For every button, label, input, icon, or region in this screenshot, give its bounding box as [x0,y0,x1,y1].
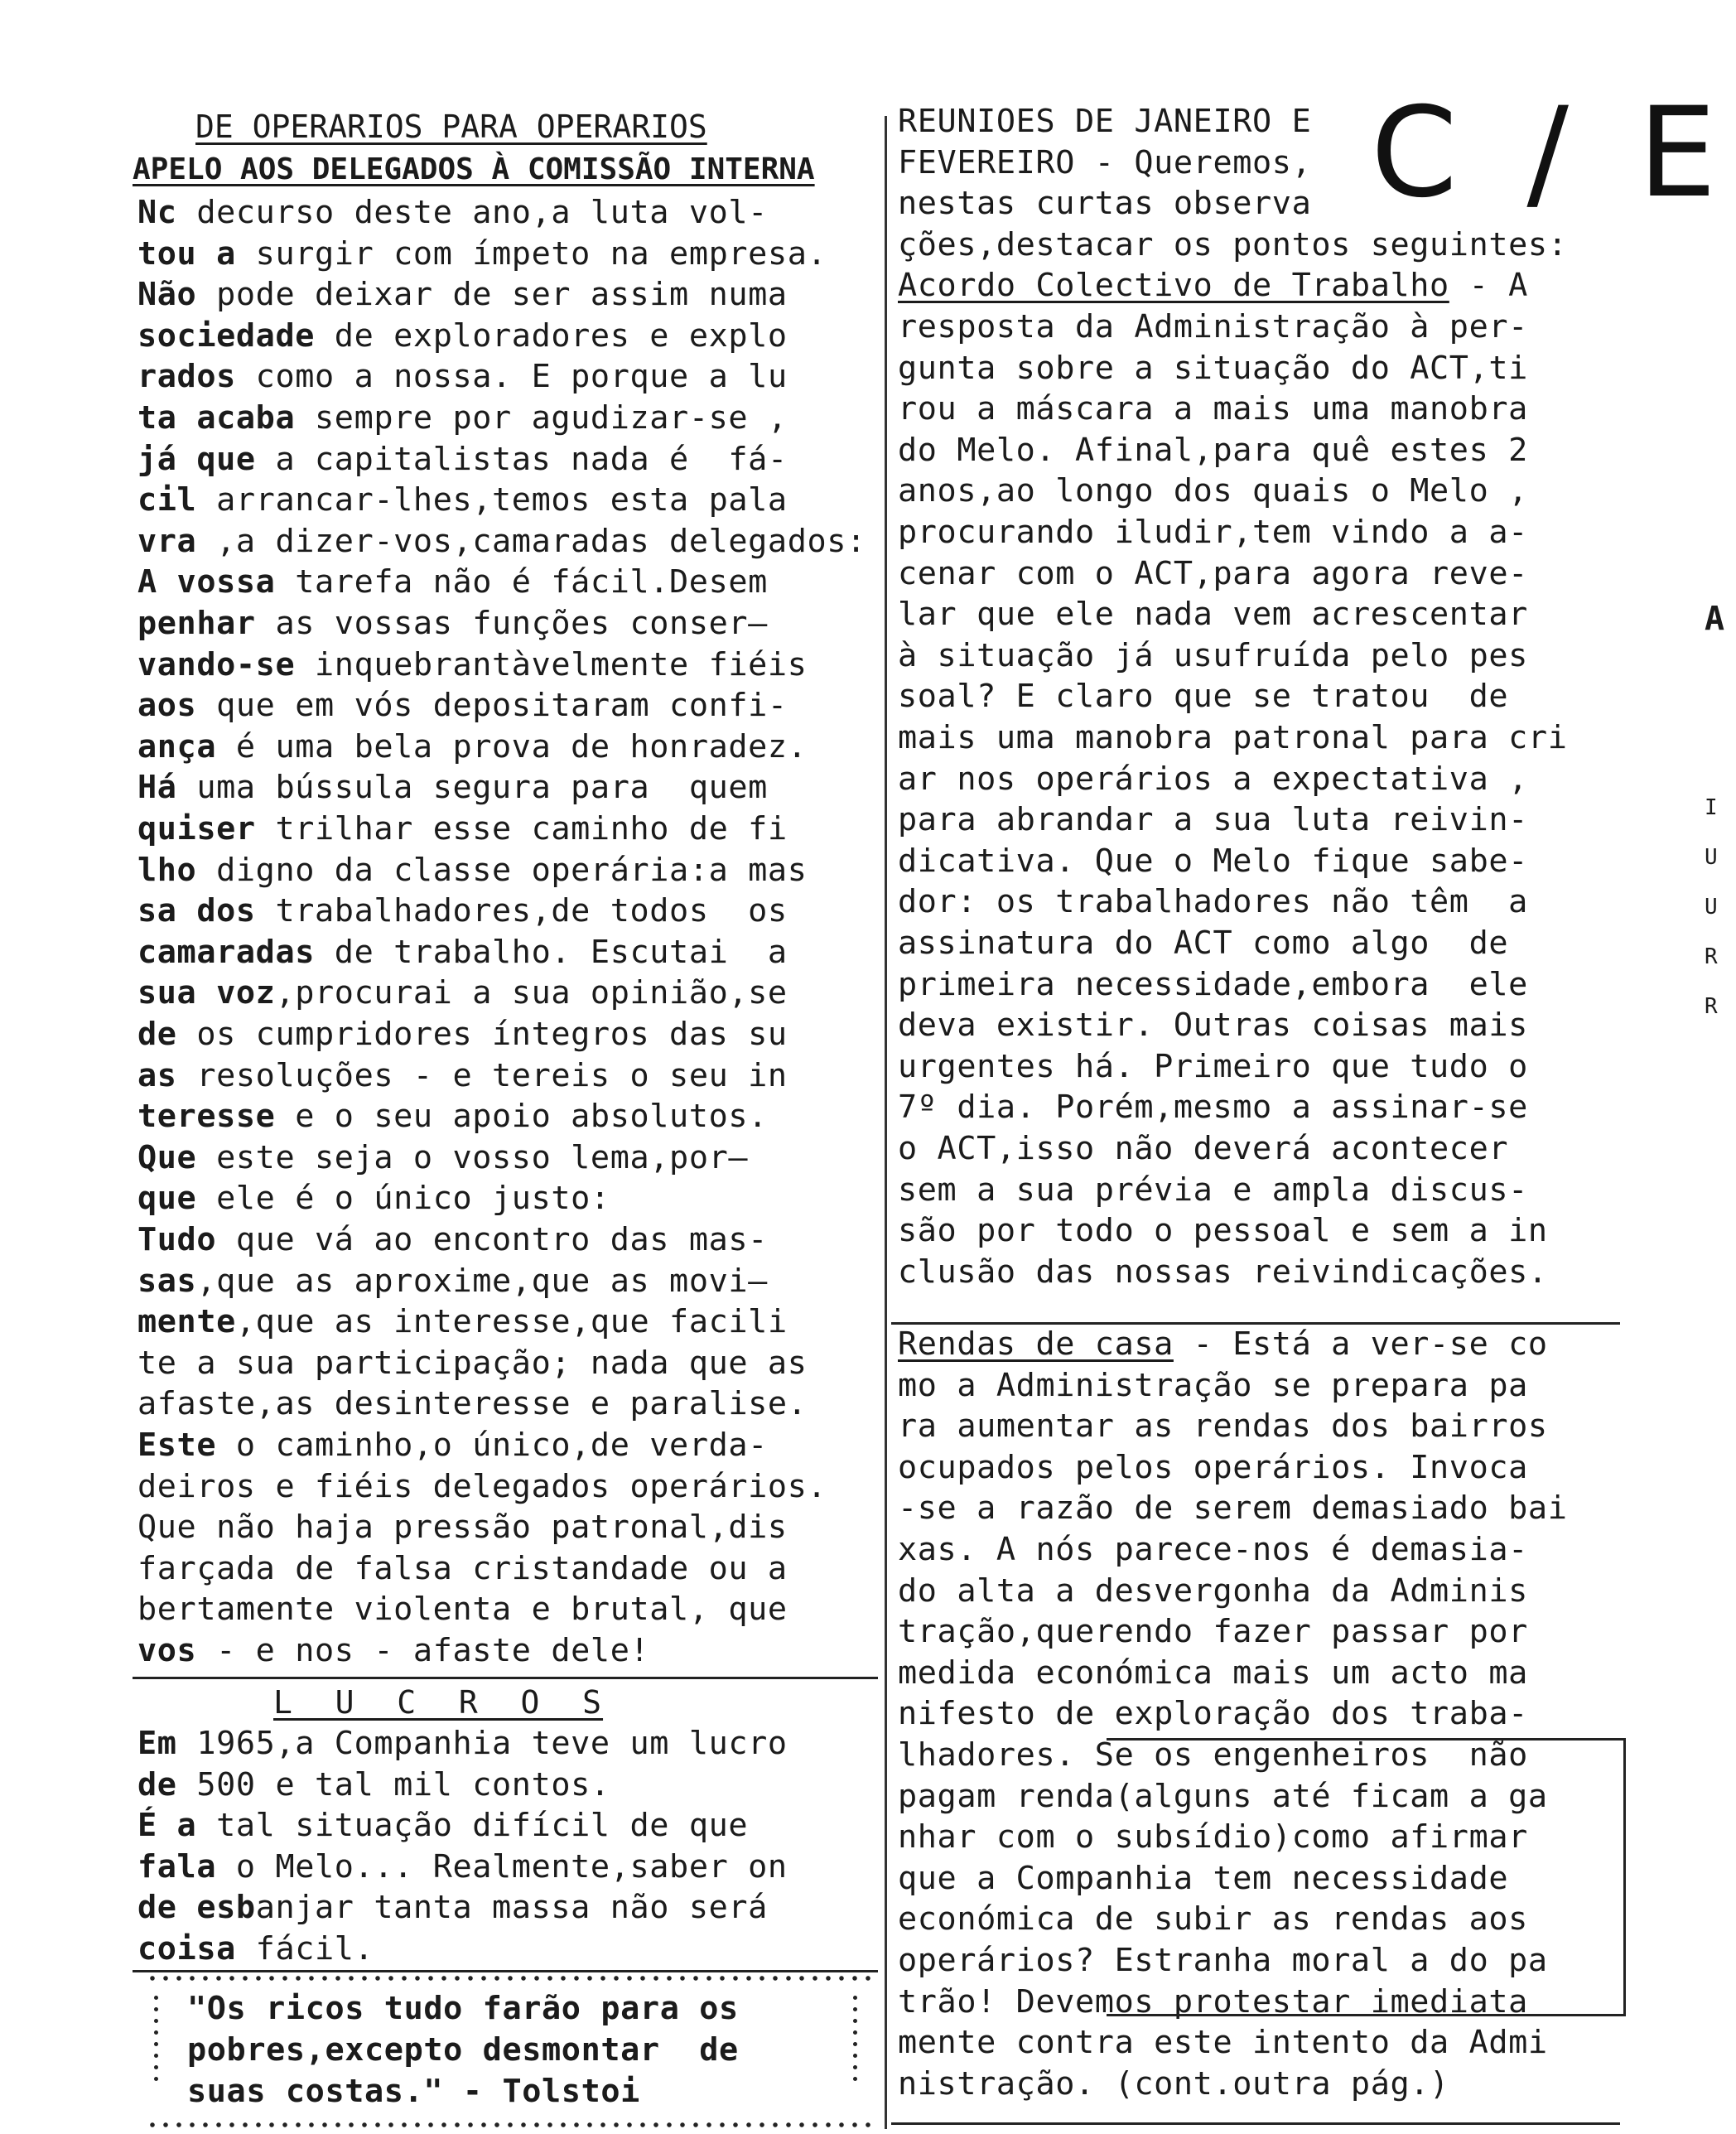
right-body-line-text: do Melo. Afinal,para quê estes 2 [898,431,1528,469]
left-body-line [137,1261,768,1302]
left-body-line [137,562,768,603]
right-body-line [898,1046,1528,1088]
left-body-line [137,1219,768,1261]
left-body-line-text: ,que as interesse,que facili [235,1303,788,1341]
left-body-line-text: te a sua participação; nada que as [137,1344,808,1382]
left-body-line-lead: vando-se [137,645,296,683]
left-body-line [137,521,866,562]
right-body-line-text: REUNIOES DE JANEIRO E [898,103,1312,140]
rendas-line-text: ra aumentar as rendas dos bairros [898,1407,1548,1446]
right-body-line-text: 7º dia. Porém,mesmo a assinar-se [898,1089,1528,1127]
left-body-line [137,234,827,275]
right-body-line-text: o ACT,isso não deverá acontecer [898,1130,1509,1167]
left-body-line-text: uma bússula segura para quem [176,769,768,807]
right-body-line-text: nestas curtas observa [898,185,1312,223]
left-body-line [137,1178,610,1219]
left-body-line-text: este seja o vosso lema,por— [196,1138,749,1176]
rendas-line [898,1365,1528,1407]
right-body-line-heading: Acordo Colectivo de Trabalho [898,267,1449,305]
lucros-line-text: o Melo... Realmente,saber on [216,1847,788,1885]
lucros-line-text: tal situação difícil de que [196,1807,749,1845]
lucros-line-text: anjar tanta massa não será [255,1889,768,1927]
rendas-line [898,1611,1528,1653]
left-body-line [137,1466,827,1508]
left-body-line-text: farçada de falsa cristandade ou a [137,1549,788,1587]
right-body-line [898,881,1528,923]
right-body-line [898,717,1567,759]
left-body-line-text: inquebrantàvelmente fiéis [295,645,808,683]
left-body-line-text: de exploradores e explo [315,316,788,355]
right-body-line [898,799,1528,841]
right-body-line-text: mais uma manobra patronal para cri [898,719,1568,756]
left-body-line-lead: Tudo [137,1221,217,1258]
right-body-line [898,1252,1548,1293]
left-body-line [137,1096,768,1137]
right-body-line [898,512,1528,553]
quote-top-dots [146,1976,875,1981]
right-body-line [898,183,1311,225]
edge-fragment: R [1705,994,1718,1019]
left-body-line [137,1383,807,1425]
left-body-line [137,1055,788,1097]
left-body-line-lead: aos [137,687,197,725]
right-body-line-text: à situação já usufruída pelo pes [898,636,1528,674]
right-body-line [898,1087,1528,1128]
rendas-line-text: pagam renda(alguns até ficam a ga [898,1777,1548,1815]
left-body-line [137,1137,748,1179]
left-body-line [137,316,788,357]
quote-divider [133,1970,878,1972]
left-body-line-text: como a nossa. E porque a lu [235,358,788,396]
left-body-line-text: de trabalho. Escutai a [315,933,788,971]
right-body-line [898,635,1528,677]
left-body-line-text: resoluções - e tereis o seu in [176,1056,788,1094]
left-body-line-text: as vossas funções conser— [255,605,768,642]
left-body-line-text: afaste,as desinteresse e paralise. [137,1385,808,1423]
left-body-line-text: a capitalistas nada é fá- [255,440,788,478]
left-body-line-lead: sociedade [137,316,316,355]
left-body-line-text: decurso deste ano,a luta vol- [176,194,768,231]
left-body-line-text: trilhar esse caminho de fi [255,810,788,847]
left-body-line [137,850,808,891]
rendas-line [898,1324,1548,1365]
right-body-line-text: resposta da Administração à per- [898,308,1528,345]
right-body-line [898,348,1528,389]
rendas-line-text: trão! Devemos protestar imediata [898,1982,1528,2021]
right-body-line [898,1005,1528,1046]
right-body-line-text: FEVEREIRO - Queremos, [898,143,1312,181]
left-body-line [137,727,808,768]
lucros-line [137,1847,788,1888]
left-body-line [137,767,768,809]
left-body-line [137,1014,788,1055]
left-body-line-lead: quiser [137,810,256,847]
left-body-line-text: o caminho,o único,de verda- [216,1427,768,1464]
left-body-line-lead: penhar [137,605,256,642]
right-body-line [898,389,1528,430]
left-body-line-text: que em vós depositaram confi- [196,687,788,725]
left-body-line [137,1425,768,1466]
right-body-line-text: deva existir. Outras coisas mais [898,1007,1528,1045]
rendas-line-text: operários? Estranha moral a do pa [898,1942,1548,1979]
right-body-line [898,1170,1528,1211]
right-body-line-text: são por todo o pessoal e sem a in [898,1212,1548,1250]
right-body-line-text: lar que ele nada vem acrescentar [898,596,1528,634]
left-body-line-lead: Que [137,1138,197,1176]
left-body-line-lead: camaradas [137,933,316,971]
rendas-line-text: lhadores. Se os engenheiros não [898,1736,1528,1774]
rendas-line-text: económica de subir as rendas aos [898,1900,1528,1938]
edge-fragment: U [1705,845,1718,870]
left-body-line-text: digno da classe operária:a mas [196,851,808,889]
lucros-line-lead: de [137,1765,177,1803]
left-body-line-text: Que não haja pressão patronal,dis [137,1509,788,1547]
lucros-title: L U C R O S [273,1684,604,1721]
right-body-line-text: cenar com o ACT,para agora reve- [898,554,1528,592]
left-body-line [137,891,788,932]
left-body-line [137,685,788,727]
rendas-line [898,1447,1528,1489]
right-body-line-text: procurando iludir,tem vindo a a- [898,514,1528,551]
left-body-line [137,603,768,645]
left-body-line-lead: mente [137,1303,236,1341]
left-body-line-lead: sa dos [137,892,256,930]
quote-bottom-dots [146,2122,875,2127]
rendas-line [898,2064,1449,2105]
left-body-line [137,192,768,234]
right-body-line [898,307,1528,348]
right-body-line-text: primeira necessidade,embora ele [898,965,1528,1003]
left-body-line [137,1507,788,1548]
lucros-line-lead: coisa [137,1930,236,1967]
quote-line: "Os ricos tudo farão para os [187,1990,739,2027]
rendas-line-text: nistração. (cont.outra pág.) [898,2064,1449,2103]
lucros-line [137,1765,610,1806]
lucros-line [137,1929,374,1970]
lucros-line-lead: de esb [137,1889,256,1927]
left-body-line [137,973,788,1014]
left-body-line-lead: lho [137,851,197,889]
left-body-line-lead: Este [137,1427,217,1464]
left-body-line-text: tarefa não é fácil.Desem [275,563,768,601]
left-body-line-lead: ta acaba [137,399,296,437]
right-body-line [898,471,1528,512]
right-body-line-text: - A [1449,267,1528,305]
left-body-line-lead: Nc [137,194,177,231]
right-body-line-text: rou a máscara a mais uma manobra [898,390,1528,428]
right-body-line-text: ar nos operários a expectativa , [898,760,1528,798]
lucros-line [137,1723,788,1765]
right-body-line-text: soal? E claro que se tratou de [898,678,1509,716]
quote-right-dots [853,1988,856,2088]
left-body-line-lead: já que [137,440,256,478]
rendas-line-heading: Rendas de casa [898,1325,1174,1363]
lucros-line-text: 1965,a Companhia teve um lucro [176,1725,788,1762]
rendas-line [898,1571,1528,1612]
column-separator [885,116,887,2129]
edge-fragment: R [1705,944,1718,969]
right-body-line [898,225,1567,266]
right-body-line [898,594,1528,635]
right-body-line [898,1128,1508,1170]
right-body-line [898,923,1508,964]
rendas-line-text: tração,querendo fazer passar por [898,1613,1528,1651]
left-body-line-text: ,procurai a sua opinião,se [275,974,788,1012]
right-body-line [898,430,1528,471]
left-body-line-text: - e nos - afaste dele! [196,1632,650,1669]
edge-fragment: A [1705,600,1725,638]
left-body-line-text: surgir com ímpeto na empresa. [235,234,827,273]
rendas-line-text: -se a razão de serem demasiado bai [898,1489,1568,1528]
left-body-line-text: arrancar-lhes,temos esta pala [196,481,788,519]
bottom-rule [891,2122,1620,2125]
left-body-line [137,356,788,398]
lucros-line-lead: É a [137,1807,197,1845]
right-body-line-text: para abrandar a sua luta reivin- [898,801,1528,839]
left-body-line-text: ,que as aproxime,que as movi— [196,1262,768,1300]
left-body-line-lead: Não [137,276,197,314]
quote-line: suas costas." - Tolstoi [187,2073,640,2110]
left-body-line-lead: as [137,1056,177,1094]
left-body-line-lead: cil [137,481,197,519]
left-body-line-lead: Há [137,769,177,807]
rendas-line-text: - Está a ver-se co [1173,1325,1548,1363]
right-body-line-text: dicativa. Que o Melo fique sabe- [898,842,1528,880]
left-body-line [137,1343,807,1384]
right-body-line-text: anos,ao longo dos quais o Melo , [898,472,1528,510]
right-body-line [898,676,1508,717]
left-body-line-lead: rados [137,358,236,396]
left-body-line-text: os cumpridores íntegros das su [176,1016,788,1053]
rendas-line-text: do alta a desvergonha da Adminis [898,1572,1528,1610]
left-body-line [137,398,788,439]
section-divider [133,1677,878,1679]
left-body-line-text: ,a dizer-vos,camaradas delegados: [196,522,866,560]
right-body-line [898,553,1528,595]
left-body-line-text: bertamente violenta e brutal, que [137,1591,788,1629]
rendas-line-text: ocupados pelos operários. Invoca [898,1448,1528,1486]
right-body-line-text: sem a sua prévia e ampla discus- [898,1171,1528,1209]
left-body-line-lead: que [137,1180,197,1218]
right-body-line [898,964,1528,1006]
left-body-line-text: é uma bela prova de honradez. [216,727,808,765]
left-body-line-text: que vá ao encontro das mas- [216,1221,768,1258]
lucros-line-lead: fala [137,1847,217,1885]
rendas-line-text: mo a Administração se prepara pa [898,1366,1528,1404]
left-body-line-text: deiros e fiéis delegados operários. [137,1467,827,1505]
right-body-line-text: ções,destacar os pontos seguintes: [898,225,1568,263]
rendas-line [898,1488,1567,1529]
right-body-line [898,265,1528,307]
left-body-line [137,439,788,480]
lucros-line-lead: Em [137,1725,177,1762]
left-body-line-lead: vos [137,1632,197,1669]
rendas-line [898,1406,1548,1447]
left-body-line-lead: vra [137,522,197,560]
right-body-line [898,1210,1548,1252]
left-body-line [137,1589,788,1630]
lucros-line-text: fácil. [235,1930,374,1967]
rendas-line-text: medida económica mais um acto ma [898,1654,1528,1692]
quote-line: pobres,excepto desmontar de [187,2031,739,2069]
left-body-line-lead: A vossa [137,563,276,601]
left-body-line-lead: sua voz [137,974,276,1012]
rendas-line [898,2022,1548,2064]
rendas-line-text: nifesto de exploração dos traba- [898,1695,1528,1733]
right-body-line-text: assinatura do ACT como algo de [898,925,1509,962]
left-title: DE OPERARIOS PARA OPERARIOS [195,109,707,145]
edge-fragment: U [1705,895,1718,920]
left-body-line [137,1301,788,1343]
lucros-line [137,1887,768,1929]
left-body-line-text: trabalhadores,de todos os [255,892,788,930]
left-body-line [137,645,808,686]
lucros-line [137,1805,748,1847]
left-body-line-text: e o seu apoio absolutos. [275,1098,768,1136]
left-body-line-lead: de [137,1016,177,1053]
lucros-line-text: 500 e tal mil contos. [176,1765,610,1803]
right-body-line [898,142,1311,184]
left-subtitle: APELO AOS DELEGADOS À COMISSÃO INTERNA [133,152,815,186]
quote-left-dots [154,1988,157,2088]
right-body-line [898,101,1311,142]
left-body-line-lead: teresse [137,1098,276,1136]
rendas-line [898,1653,1528,1694]
left-body-line-text: pode deixar de ser assim numa [196,276,788,314]
rendas-line-text: nhar com o subsídio)como afirmar [898,1818,1528,1856]
right-body-line [898,759,1528,800]
left-body-line-lead: ança [137,727,217,765]
edge-fragment: I [1705,795,1718,820]
rendas-line-text: mente contra este intento da Admi [898,2024,1548,2062]
rendas-line [898,1693,1528,1735]
rendas-line [898,1529,1528,1571]
right-body-line-text: dor: os trabalhadores não têm a [898,883,1528,921]
right-body-line-text: urgentes há. Primeiro que tudo o [898,1047,1528,1085]
left-body-line [137,480,788,521]
left-body-line [137,1630,649,1672]
boxed-passage-frame [1107,1738,1626,2016]
left-body-line-lead: sas [137,1262,197,1300]
right-body-line [898,841,1528,882]
right-body-line-text: gunta sobre a situação do ACT,ti [898,349,1528,387]
left-body-line-lead: tou a [137,234,236,273]
rendas-line-text: xas. A nós parece-nos é demasia- [898,1531,1528,1568]
left-body-line [137,1548,788,1590]
left-body-line [137,932,788,973]
left-body-line [137,274,788,316]
left-body-line-text: sempre por agudizar-se , [295,399,788,437]
rendas-line-text: que a Companhia tem necessidade [898,1859,1509,1897]
right-body-line-text: clusão das nossas reivindicações. [898,1253,1548,1291]
left-body-line [137,809,788,850]
left-body-line-text: ele é o único justo: [196,1180,610,1218]
handwritten-margin-mark: C / E [1371,81,1732,225]
